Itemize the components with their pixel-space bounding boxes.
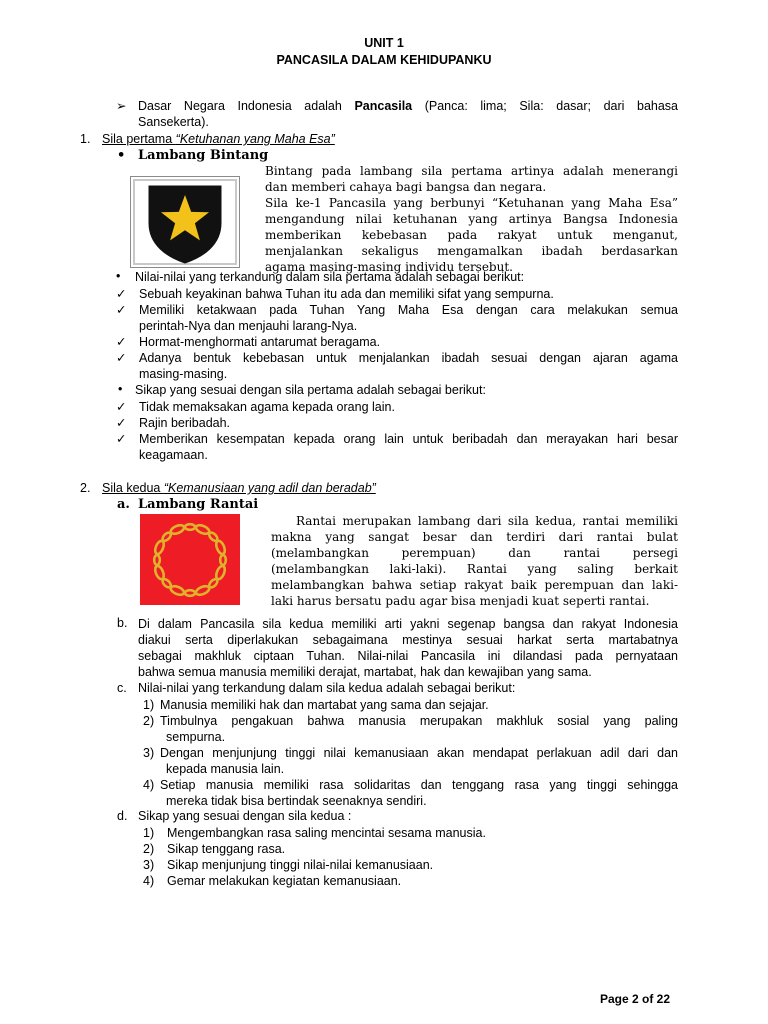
- sila1-symbol-heading: Lambang Bintang: [138, 148, 269, 163]
- chain-link: [214, 540, 226, 556]
- list-item: ✓ Tidak memaksakan agama kepada orang lain.: [116, 400, 395, 414]
- list-item: ✓ Adanya bentuk kebebasan untuk menjalankan ibadah sesuai dengan ajaran agama masing-masing.: [116, 351, 678, 381]
- chain-link: [185, 524, 195, 530]
- sila2-d-label: d.: [117, 809, 128, 823]
- chain-link: [153, 565, 165, 581]
- sila1-attitudes-list: [116, 399, 678, 463]
- checkmark-icon: ✓: [116, 400, 127, 414]
- star-symbol-image: [130, 176, 240, 268]
- page-number: Page 2 of 22: [600, 992, 671, 1006]
- sila2-c-intro: Nilai-nilai yang terkandung dalam sila kedua adalah sebagai berikut:: [138, 681, 516, 695]
- sila1-number: 1.: [80, 132, 91, 146]
- sila2-a-label: a.: [117, 497, 130, 512]
- checkmark-icon: ✓: [116, 335, 127, 349]
- chain-link: [185, 590, 195, 596]
- sila2-d-intro: Sikap yang sesuai dengan sila kedua :: [138, 809, 352, 823]
- list-item: 2) Sikap tenggang rasa.: [143, 842, 286, 856]
- checkmark-icon: ✓: [116, 303, 127, 317]
- sila2-number: 2.: [80, 481, 91, 495]
- list-item: 3) Sikap menjunjung tinggi nilai-nilai kemanusiaan.: [143, 858, 434, 872]
- checkmark-icon: ✓: [116, 416, 127, 430]
- sila2-b-label: b.: [117, 616, 128, 630]
- checkmark-icon: ✓: [116, 432, 127, 446]
- sila2-c-list: [143, 697, 678, 809]
- sila2-heading: Sila kedua “Kemanusiaan yang adil dan beradab”: [102, 481, 376, 495]
- sila1-attitude-intro: Sikap yang sesuai dengan sila pertama adalah sebagai berikut:: [135, 383, 486, 397]
- round-bullet-icon: •: [116, 269, 121, 283]
- list-item: ✓ Rajin beribadah.: [116, 416, 231, 430]
- chain-link: [220, 555, 226, 565]
- sila1-bullet: •: [117, 148, 126, 163]
- sila1-values-list: [116, 286, 678, 382]
- sila2-b-paragraph: Di dalam Pancasila sila kedua memiliki arti yakni segenap bangsa dan rakyat Indonesia diakui serta diperlakukan sebagaimana mestinya sesuai harkat serta martabatnya sebagai makhluk ciptaan Tuhan. Nilai-nilai Pancasila ini dilandasi pada pernyataan bahwa semua manusia memiliki derajat, martabat, hak dan kewajiban yang sama.: [138, 617, 678, 679]
- sila1-heading: Sila pertama “Ketuhanan yang Maha Esa”: [102, 132, 335, 146]
- chain-icon: [153, 523, 226, 596]
- arrowhead-bullet-icon: ➢: [116, 99, 127, 113]
- sila2-description: Rantai merupakan lambang dari sila kedua, rantai memiliki makna yang sangat besar dan terdiri dari rantai bulat (melambangkan perempuan) dan rantai persegi (melambangkan laki-laki). Rantai yang saling berkait melambangkan bahwa setiap rakyat baik perempuan dan laki- laki harus bersatu padu agar bisa menjadi kuat seperti rantai.: [271, 514, 678, 608]
- list-item: ✓ Memberikan kesempatan kepada orang lain untuk beribadah dan merayakan hari besar keagamaan.: [116, 432, 678, 462]
- list-item: 4) Setiap manusia memiliki rasa solidaritas dan tenggang rasa yang tinggi sehingga mereka tidak bisa bertindak seenaknya sendiri.: [143, 778, 678, 808]
- list-item: 3) Dengan menjunjung tinggi nilai kemanusiaan akan mendapat perlakuan adil dari dan kepada manusia lain.: [143, 746, 678, 776]
- list-item: 1) Manusia memiliki hak dan martabat yang sama dan sejajar.: [143, 698, 489, 712]
- chain-link: [195, 584, 211, 596]
- page-title: PANCASILA DALAM KEHIDUPANKU: [276, 53, 492, 67]
- chain-link: [154, 555, 160, 565]
- checkmark-icon: ✓: [116, 351, 127, 365]
- sila1-values-intro: Nilai-nilai yang terkandung dalam sila pertama adalah sebagai berikut:: [135, 270, 525, 284]
- unit-label: UNIT 1: [364, 36, 404, 50]
- checkmark-icon: ✓: [116, 287, 127, 301]
- chain-link: [170, 523, 186, 535]
- list-item: 1) Mengembangkan rasa saling mencintai sesama manusia.: [143, 826, 486, 840]
- sila2-symbol-heading: Lambang Rantai: [138, 497, 259, 512]
- sila1-description: Bintang pada lambang sila pertama artinya adalah menerangi dan memberi cahaya bagi bangsa dan negara. Sila ke-1 Pancasila yang berbunyi “Ketuhanan yang Maha Esa” mengandung nilai ketuhanan yang artinya Bangsa Indonesia memberikan kebebasan pada rakyat untuk menganut, menjalankan sekaligus mengamalkan ibadah berdasarkan agama masing-masing individu tersebut.: [265, 164, 678, 274]
- chain-symbol-image: [140, 514, 240, 605]
- round-bullet-icon: •: [118, 382, 123, 396]
- list-item: ✓ Memiliki ketakwaan pada Tuhan Yang Maha Esa dengan cara melakukan semua perintah-Nya dan menjauhi larang-Nya.: [116, 303, 678, 333]
- list-item: 2) Timbulnya pengakuan bahwa manusia merupakan makhluk sosial yang paling sempurna.: [143, 714, 678, 744]
- intro-line-1: Dasar Negara Indonesia adalah Pancasila (Panca: lima; Sila: dasar; dari bahasa: [138, 99, 679, 113]
- intro-line-2: Sansekerta).: [138, 115, 209, 129]
- sila2-d-list: [143, 825, 678, 889]
- sila2-c-label: c.: [117, 681, 127, 695]
- list-item: ✓ Sebuah keyakinan bahwa Tuhan itu ada dan memiliki sifat yang sempurna.: [116, 287, 554, 301]
- list-item: 4) Gemar melakukan kegiatan kemanusiaan.: [143, 874, 402, 888]
- list-item: ✓ Hormat-menghormati antarumat beragama.: [116, 335, 381, 349]
